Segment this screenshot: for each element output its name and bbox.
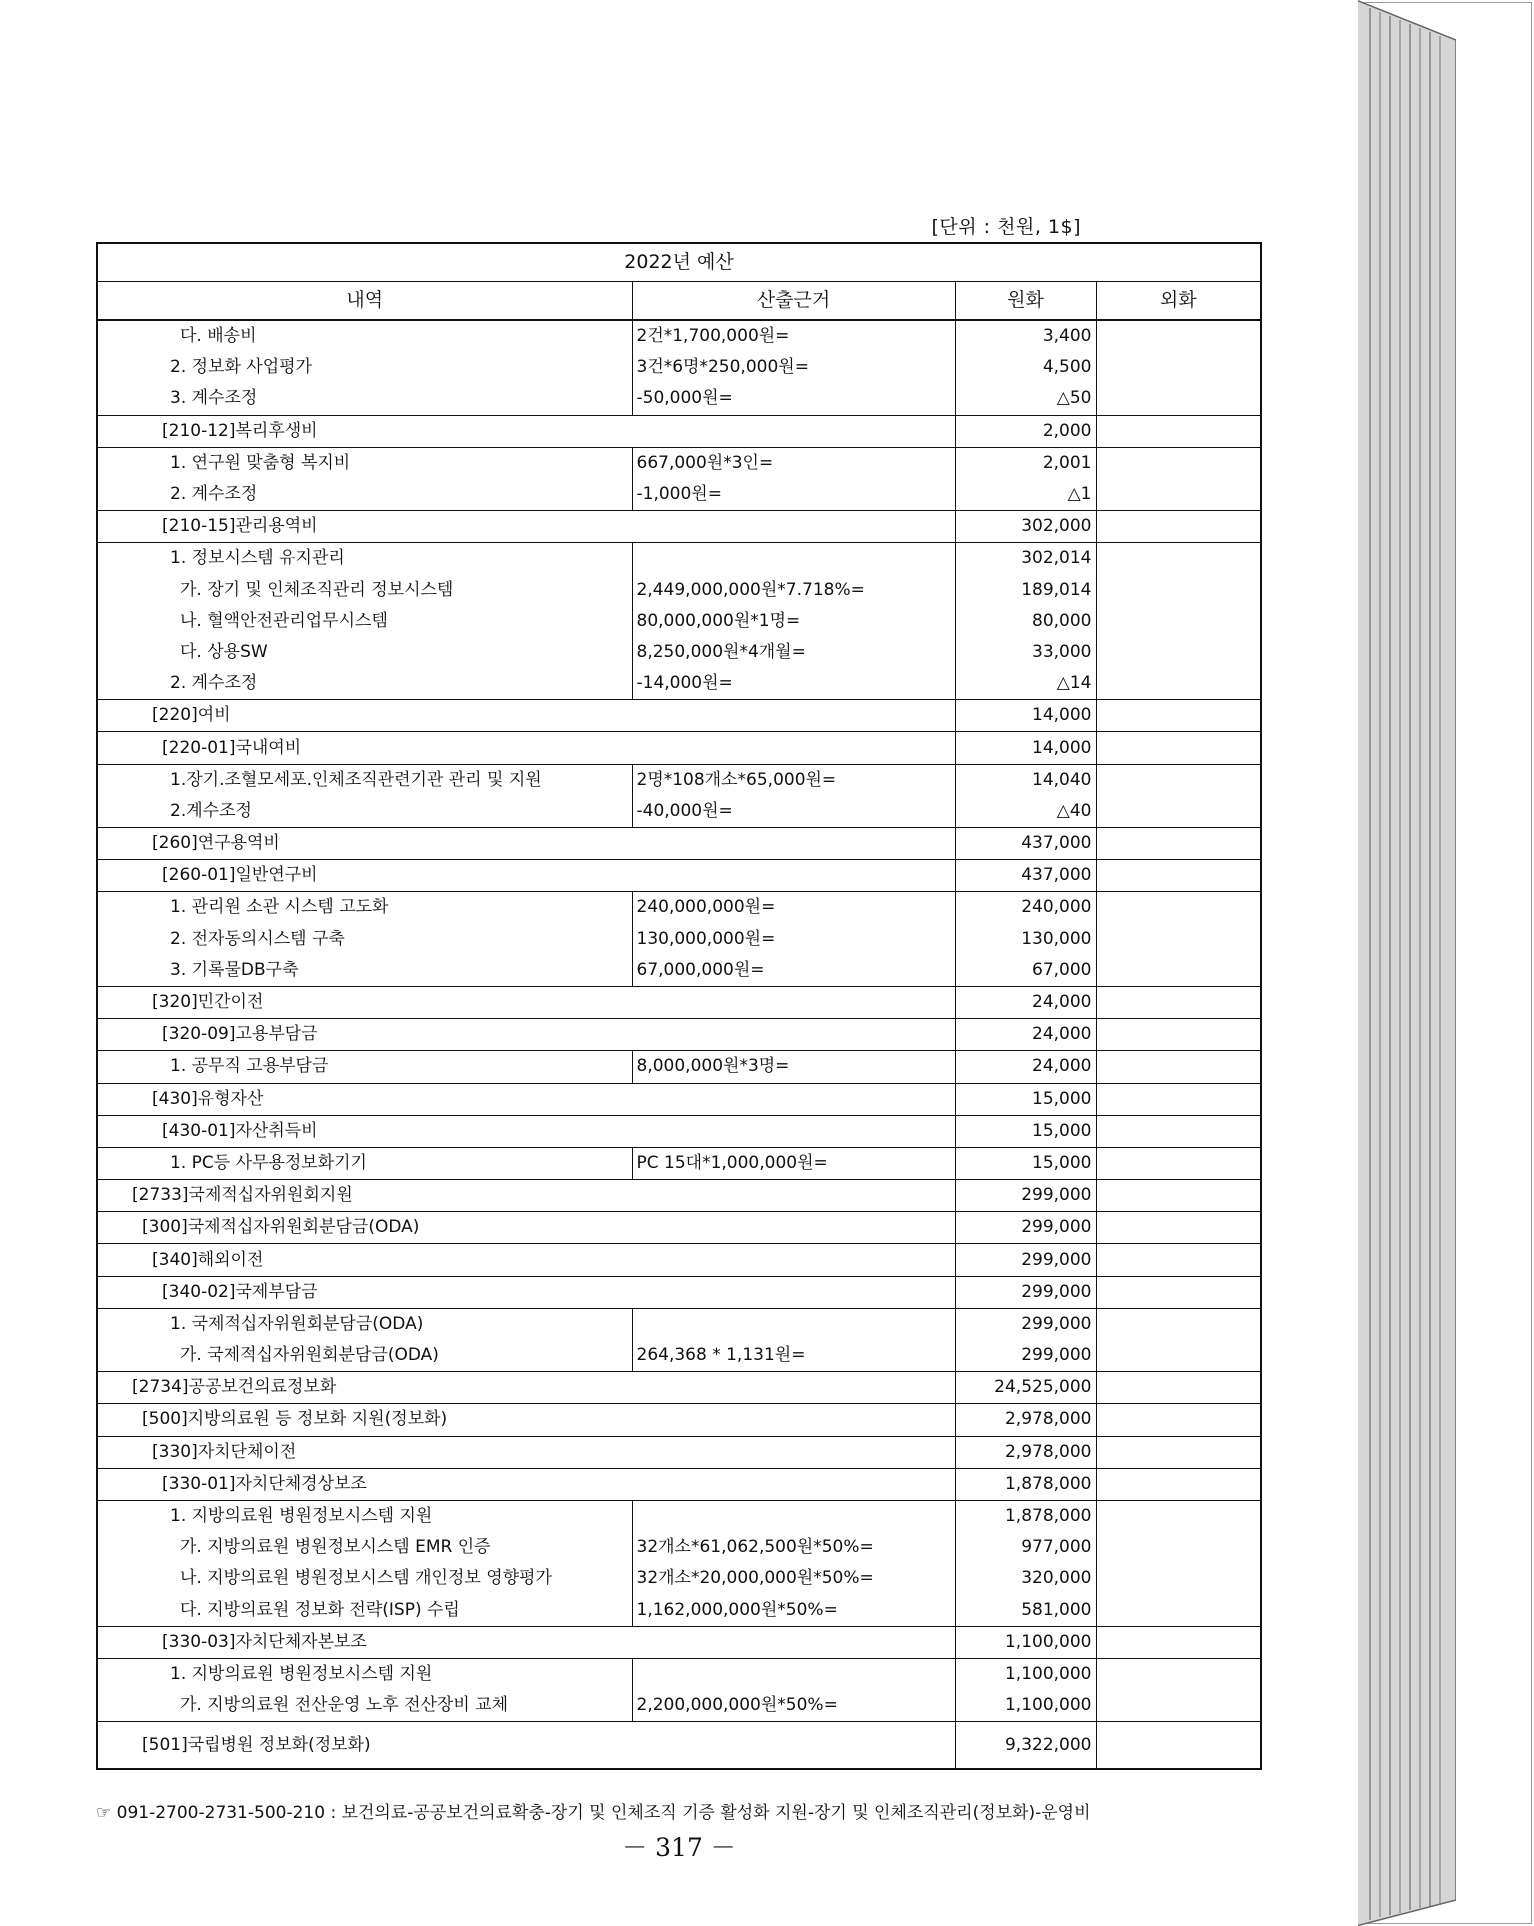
row-foreign	[1096, 1658, 1261, 1690]
row-krw: 320,000	[955, 1563, 1096, 1594]
row-label: 1. 정보시스템 유지관리	[170, 548, 345, 569]
table-row	[97, 415, 1261, 447]
row-label: [260]연구용역비	[97, 828, 955, 860]
row-label: [430-01]자산취득비	[97, 1115, 955, 1147]
row-krw: 1,100,000	[955, 1626, 1096, 1658]
row-foreign	[1096, 320, 1261, 352]
row-basis: -14,000원=	[632, 668, 955, 700]
row-foreign	[1096, 543, 1261, 575]
table-row	[97, 1658, 1261, 1690]
row-label: [220]여비	[97, 700, 955, 732]
row-label: [330-01]자치단체경상보조	[97, 1468, 955, 1500]
row-krw: 15,000	[955, 1147, 1096, 1179]
table-row	[97, 447, 1261, 479]
row-label: 1. 관리원 소관 시스템 고도화	[170, 897, 389, 918]
row-krw: 24,000	[955, 986, 1096, 1018]
row-foreign	[1096, 1468, 1261, 1500]
row-foreign	[1096, 606, 1261, 637]
row-foreign	[1096, 1083, 1261, 1115]
row-label: 가. 지방의료원 전산운영 노후 전산장비 교체	[97, 1690, 632, 1722]
row-label: 1. PC등 사무용정보화기기	[97, 1147, 632, 1179]
row-label: 다. 지방의료원 정보화 전략(ISP) 수립	[97, 1595, 632, 1627]
row-basis: 67,000,000원=	[632, 955, 955, 987]
row-foreign	[1096, 1500, 1261, 1532]
table-row	[97, 1019, 1261, 1051]
row-basis: 264,368 * 1,131원=	[632, 1340, 955, 1372]
row-foreign	[1096, 1244, 1261, 1276]
row-krw: 2,978,000	[955, 1404, 1096, 1436]
table-row	[97, 1532, 1261, 1563]
header-krw: 원화	[955, 282, 1096, 321]
row-foreign	[1096, 1404, 1261, 1436]
row-basis: 667,000원*3인=	[632, 447, 955, 479]
table-row	[97, 1690, 1261, 1722]
header-foreign: 외화	[1096, 282, 1261, 321]
row-krw: 299,000	[955, 1212, 1096, 1244]
row-krw: 67,000	[955, 955, 1096, 987]
row-label: 1. 지방의료원 병원정보시스템 지원	[170, 1663, 433, 1684]
row-krw: 977,000	[955, 1532, 1096, 1563]
row-basis	[632, 1500, 955, 1532]
row-krw: 2,001	[955, 447, 1096, 479]
row-basis: 240,000,000원=	[632, 892, 955, 924]
row-krw: 1,100,000	[955, 1690, 1096, 1722]
row-krw: 24,000	[955, 1019, 1096, 1051]
row-label: 1. 공무직 고용부담금	[97, 1051, 632, 1083]
row-label: [330]자치단체이전	[97, 1436, 955, 1468]
row-krw: 1,878,000	[955, 1468, 1096, 1500]
row-label: [2733]국제적십자위원회지원	[97, 1180, 955, 1212]
row-foreign	[1096, 986, 1261, 1018]
table-row	[97, 924, 1261, 955]
row-basis: 8,000,000원*3명=	[632, 1051, 955, 1083]
table-row	[97, 1626, 1261, 1658]
row-foreign	[1096, 892, 1261, 924]
table-row	[97, 668, 1261, 700]
row-krw: 24,525,000	[955, 1372, 1096, 1404]
row-basis	[632, 1308, 955, 1340]
table-row	[97, 1244, 1261, 1276]
table-row	[97, 637, 1261, 668]
row-foreign	[1096, 668, 1261, 700]
row-basis: 2명*108개소*65,000원=	[632, 764, 955, 796]
row-foreign	[1096, 1019, 1261, 1051]
row-foreign	[1096, 1051, 1261, 1083]
row-label: [210-12]복리후생비	[97, 415, 955, 447]
row-foreign	[1096, 352, 1261, 383]
row-foreign	[1096, 415, 1261, 447]
row-foreign	[1096, 828, 1261, 860]
table-row	[97, 1180, 1261, 1212]
row-foreign	[1096, 1372, 1261, 1404]
row-krw: 299,000	[955, 1340, 1096, 1372]
row-foreign	[1096, 732, 1261, 764]
row-foreign	[1096, 1436, 1261, 1468]
row-basis: PC 15대*1,000,000원=	[632, 1147, 955, 1179]
row-label: 다. 배송비	[180, 326, 257, 347]
row-label: 3. 기록물DB구축	[97, 955, 632, 987]
table-row	[97, 1308, 1261, 1340]
table-row	[97, 352, 1261, 383]
row-krw: 9,322,000	[955, 1722, 1096, 1770]
row-krw: 3,400	[955, 320, 1096, 352]
row-foreign	[1096, 1276, 1261, 1308]
row-krw: 14,040	[955, 764, 1096, 796]
row-basis	[632, 543, 955, 575]
row-krw: △50	[955, 383, 1096, 415]
row-label: [260-01]일반연구비	[97, 860, 955, 892]
table-row	[97, 796, 1261, 828]
row-krw: 302,000	[955, 511, 1096, 543]
table-row	[97, 1083, 1261, 1115]
table-row	[97, 1051, 1261, 1083]
row-foreign	[1096, 1532, 1261, 1563]
row-krw: 437,000	[955, 860, 1096, 892]
row-label: 다. 상용SW	[180, 641, 268, 662]
row-krw: 4,500	[955, 352, 1096, 383]
row-basis: 8,250,000원*4개월=	[632, 637, 955, 668]
row-label: [330-03]자치단체자본보조	[97, 1626, 955, 1658]
row-krw: 80,000	[955, 606, 1096, 637]
row-foreign	[1096, 447, 1261, 479]
table-row	[97, 479, 1261, 511]
table-row	[97, 732, 1261, 764]
book-page-edges	[1356, 0, 1456, 1926]
table-row	[97, 1147, 1261, 1179]
budget-table	[96, 242, 1262, 1770]
row-foreign	[1096, 860, 1261, 892]
table-row	[97, 1115, 1261, 1147]
row-krw: 2,000	[955, 415, 1096, 447]
table-row	[97, 700, 1261, 732]
row-label: 나. 지방의료원 병원정보시스템 개인정보 영향평가	[180, 1568, 552, 1589]
row-krw: 299,000	[955, 1276, 1096, 1308]
table-row	[97, 860, 1261, 892]
row-label: [340]해외이전	[97, 1244, 955, 1276]
table-row	[97, 1722, 1261, 1770]
row-foreign	[1096, 575, 1261, 606]
row-foreign	[1096, 764, 1261, 796]
footnote: ☞ 091-2700-2731-500-210 : 보건의료-공공보건의료확충-장기 및 인체조직 기증 활성화 지원-장기 및 인체조직관리(정보화)-운영비	[96, 1803, 1091, 1823]
row-krw: 299,000	[955, 1180, 1096, 1212]
row-foreign	[1096, 700, 1261, 732]
row-krw: 581,000	[955, 1595, 1096, 1627]
row-label: 3. 계수조정	[97, 383, 632, 415]
row-basis: 32개소*20,000,000원*50%=	[632, 1563, 955, 1594]
row-foreign	[1096, 955, 1261, 987]
row-foreign	[1096, 1563, 1261, 1594]
row-krw: 302,014	[955, 543, 1096, 575]
row-krw: 299,000	[955, 1244, 1096, 1276]
table-row	[97, 1468, 1261, 1500]
table-row	[97, 1404, 1261, 1436]
table-row	[97, 383, 1261, 415]
row-label: [320]민간이전	[97, 986, 955, 1018]
table-row	[97, 764, 1261, 796]
row-krw: 2,978,000	[955, 1436, 1096, 1468]
row-foreign	[1096, 383, 1261, 415]
row-foreign	[1096, 1115, 1261, 1147]
header-details: 내역	[97, 282, 632, 321]
row-label: 가. 국제적십자위원회분담금(ODA)	[97, 1340, 632, 1372]
row-foreign	[1096, 1722, 1261, 1770]
row-basis	[632, 1658, 955, 1690]
row-basis: -50,000원=	[632, 383, 955, 415]
row-krw: 299,000	[955, 1308, 1096, 1340]
row-basis: 2,200,000,000원*50%=	[632, 1690, 955, 1722]
row-label: 가. 장기 및 인체조직관리 정보시스템	[180, 579, 454, 600]
row-label: [500]지방의료원 등 정보화 지원(정보화)	[97, 1404, 955, 1436]
row-label: 2. 전자동의시스템 구축	[170, 928, 345, 949]
table-row	[97, 1212, 1261, 1244]
table-row	[97, 828, 1261, 860]
row-krw: 14,000	[955, 700, 1096, 732]
table-row	[97, 320, 1261, 352]
row-foreign	[1096, 1690, 1261, 1722]
row-foreign	[1096, 1180, 1261, 1212]
row-krw: 240,000	[955, 892, 1096, 924]
row-foreign	[1096, 1212, 1261, 1244]
row-label: [300]국제적십자위원회분담금(ODA)	[97, 1212, 955, 1244]
row-foreign	[1096, 511, 1261, 543]
row-label: 1.장기.조혈모세포.인체조직관련기관 관리 및 지원	[170, 769, 542, 790]
row-foreign	[1096, 479, 1261, 511]
row-basis: 130,000,000원=	[632, 924, 955, 955]
table-row	[97, 1372, 1261, 1404]
table-row	[97, 1595, 1261, 1627]
table-row	[97, 1340, 1261, 1372]
table-row	[97, 1276, 1261, 1308]
row-foreign	[1096, 1595, 1261, 1627]
table-body	[97, 320, 1261, 1769]
row-basis: 80,000,000원*1명=	[632, 606, 955, 637]
row-label: 1. 지방의료원 병원정보시스템 지원	[170, 1506, 433, 1527]
row-label: [340-02]국제부담금	[97, 1276, 955, 1308]
row-foreign	[1096, 924, 1261, 955]
row-krw: 130,000	[955, 924, 1096, 955]
table-row	[97, 1563, 1261, 1594]
row-basis: -1,000원=	[632, 479, 955, 511]
row-basis: 2,449,000,000원*7.718%=	[632, 575, 955, 606]
row-basis: 3건*6명*250,000원=	[632, 352, 955, 383]
table-row	[97, 1500, 1261, 1532]
row-krw: △14	[955, 668, 1096, 700]
row-krw: △1	[955, 479, 1096, 511]
row-foreign	[1096, 1147, 1261, 1179]
table-row	[97, 1436, 1261, 1468]
row-krw: 1,100,000	[955, 1658, 1096, 1690]
row-krw: 15,000	[955, 1083, 1096, 1115]
unit-label: [단위 : 천원, 1$]	[931, 216, 1081, 238]
row-label: 1. 연구원 맞춤형 복지비	[170, 452, 351, 473]
row-foreign	[1096, 796, 1261, 828]
row-label: 1. 국제적십자위원회분담금(ODA)	[170, 1313, 424, 1334]
row-krw: 15,000	[955, 1115, 1096, 1147]
row-label: 2. 정보화 사업평가	[170, 357, 312, 378]
row-foreign	[1096, 1340, 1261, 1372]
row-label: 2. 계수조정	[97, 479, 632, 511]
row-foreign	[1096, 1626, 1261, 1658]
row-label: [220-01]국내여비	[97, 732, 955, 764]
row-krw: △40	[955, 796, 1096, 828]
page-number: － 317 －	[622, 1833, 736, 1862]
table-row	[97, 955, 1261, 987]
row-basis: 2건*1,700,000원=	[632, 320, 955, 352]
header-basis: 산출근거	[632, 282, 955, 321]
row-krw: 24,000	[955, 1051, 1096, 1083]
table-row	[97, 511, 1261, 543]
row-basis: 1,162,000,000원*50%=	[632, 1595, 955, 1627]
row-krw: 189,014	[955, 575, 1096, 606]
table-row	[97, 606, 1261, 637]
row-basis: -40,000원=	[632, 796, 955, 828]
row-krw: 14,000	[955, 732, 1096, 764]
row-foreign	[1096, 637, 1261, 668]
row-label: 2. 계수조정	[97, 668, 632, 700]
row-label: [2734]공공보건의료정보화	[97, 1372, 955, 1404]
row-krw: 33,000	[955, 637, 1096, 668]
table-title: 2022년 예산	[97, 243, 1261, 282]
row-label: [210-15]관리용역비	[97, 511, 955, 543]
row-basis: 32개소*61,062,500원*50%=	[632, 1532, 955, 1563]
row-label: 2.계수조정	[97, 796, 632, 828]
row-label: 가. 지방의료원 병원정보시스템 EMR 인증	[180, 1537, 491, 1558]
row-krw: 1,878,000	[955, 1500, 1096, 1532]
row-label: 나. 혈액안전관리업무시스템	[180, 610, 388, 631]
table-row	[97, 986, 1261, 1018]
row-foreign	[1096, 1308, 1261, 1340]
table-row	[97, 892, 1261, 924]
row-label: [430]유형자산	[97, 1083, 955, 1115]
table-row	[97, 575, 1261, 606]
row-label: [320-09]고용부담금	[97, 1019, 955, 1051]
row-krw: 437,000	[955, 828, 1096, 860]
table-row	[97, 543, 1261, 575]
row-label: [501]국립병원 정보화(정보화)	[142, 1734, 371, 1755]
